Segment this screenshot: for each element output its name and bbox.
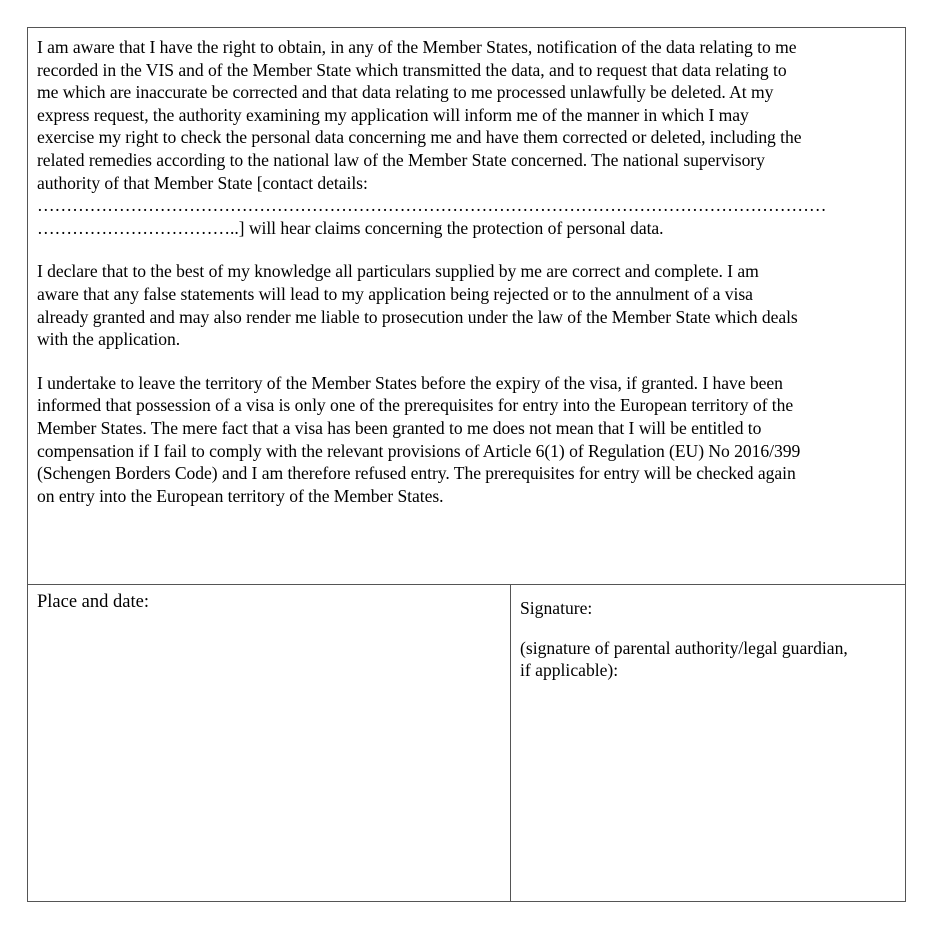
- place-and-date-label: Place and date:: [37, 592, 149, 612]
- guardian-label-line: if applicable):: [520, 660, 619, 680]
- place-and-date-field[interactable]: [28, 585, 511, 901]
- guardian-signature-label: [520, 637, 896, 681]
- paragraph-line: express request, the authority examining my application will inform me of the manner in which I may: [37, 104, 749, 125]
- paragraph-line: related remedies according to the national law of the Member State concerned. The national supervisory: [37, 149, 765, 170]
- paragraph-line: recorded in the VIS and of the Member State which transmitted the data, and to request that data relating to: [37, 59, 787, 80]
- signature-field[interactable]: [511, 585, 905, 901]
- paragraph-line: with the application.: [37, 329, 181, 350]
- paragraph-line: I declare that to the best of my knowledge all particulars supplied by me are correct and complete. I am: [37, 261, 759, 282]
- paragraph-line: exercise my right to check the personal data concerning me and have them corrected or deleted, including the: [37, 127, 802, 148]
- accuracy-paragraph: [37, 260, 897, 350]
- declaration-section: [28, 28, 905, 585]
- paragraph-line: (Schengen Borders Code) and I am therefore refused entry. The prerequisites for entry will be checked again: [37, 463, 796, 484]
- paragraph-line: I undertake to leave the territory of the Member States before the expiry of the visa, if granted. I have been: [37, 372, 783, 393]
- departure-undertaking-paragraph: [37, 372, 897, 508]
- paragraph-line: aware that any false statements will lead to my application being rejected or to the annulment of a visa: [37, 283, 753, 304]
- guardian-label-line: (signature of parental authority/legal guardian,: [520, 638, 848, 658]
- paragraph-line: informed that possession of a visa is only one of the prerequisites for entry into the European territory of the: [37, 395, 794, 416]
- paragraph-line: I am aware that I have the right to obtain, in any of the Member States, notification of the data relating to me: [37, 37, 797, 57]
- paragraph-line: me which are inaccurate be corrected and that data relating to me processed unlawfully be deleted. At my: [37, 82, 774, 103]
- contact-details-blank: ………………………………………………………………………………………………………………………: [37, 195, 827, 216]
- paragraph-line: Member States. The mere fact that a visa has been granted to me does not mean that I will be entitled to: [37, 417, 762, 438]
- signature-label: Signature:: [520, 598, 593, 618]
- paragraph-line: authority of that Member State [contact details:: [37, 172, 368, 193]
- data-rights-paragraph: [37, 36, 897, 239]
- paragraph-line: on entry into the European territory of the Member States.: [37, 485, 444, 506]
- paragraph-line: already granted and may also render me liable to prosecution under the law of the Member State which deals: [37, 306, 798, 327]
- paragraph-line: compensation if I fail to comply with the relevant provisions of Article 6(1) of Regulation (EU) No 2016/399: [37, 440, 801, 461]
- paragraph-line: ……………………………..] will hear claims concerning the protection of personal data.: [37, 217, 664, 238]
- declaration-form: [27, 27, 906, 902]
